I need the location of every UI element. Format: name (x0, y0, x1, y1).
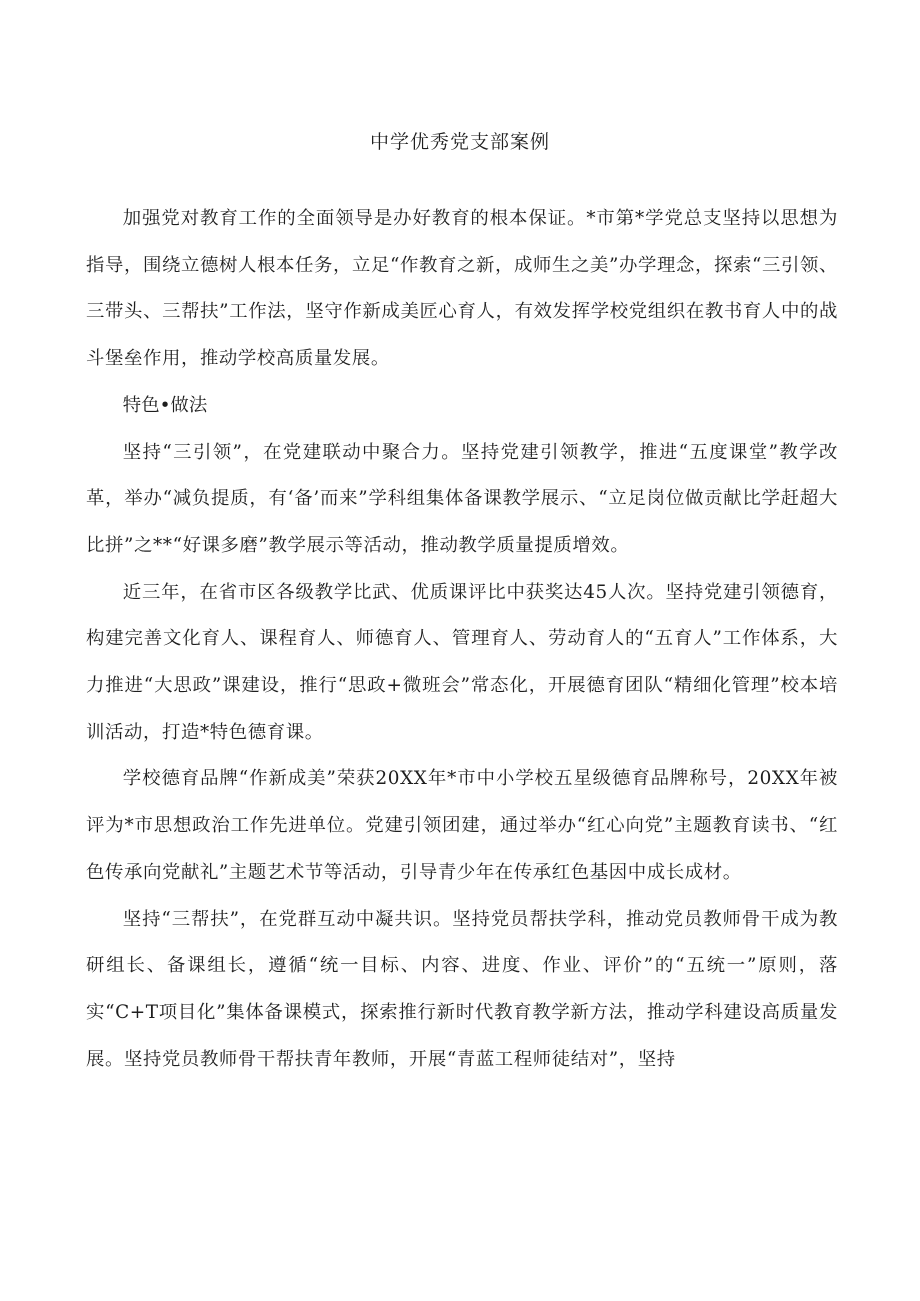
paragraph-intro: 加强党对教育工作的全面领导是办好教育的根本保证。*市第*学党总支坚持以思想为指导，围绕立德树人根本任务，立足“作教育之新，成师生之美”办学理念，探索“三引领、三带头、三帮扶”工作法，坚守作新成美匠心育人，有效发挥学校党组织在教书育人中的战斗堡垒作用，推动学校高质量发展。 (86, 208, 838, 370)
paragraph-three-leads: 坚持“三引领”，在党建联动中聚合力。坚持党建引领教学，推进“五度课堂”教学改革，举办“减负提质，有‘备’而来”学科组集体备课教学展示、“立足岗位做贡献比学赶超大比拼”之**“好课多磨”教学展示等活动，推动教学质量提质增效。 (86, 441, 838, 556)
document-title: 中学优秀党支部案例 (369, 131, 550, 153)
paragraph-three-supports: 坚持“三帮扶”，在党群互动中凝共识。坚持党员帮扶学科，推动党员教师骨干成为教研组长、备课组长，遵循“统一目标、内容、进度、作业、评价”的“五统一”原则，落实“C+T项目化”集体备课模式，探索推行新时代教育教学新方法，推动学科建设高质量发展。坚持党员教师骨干帮扶青年教师，开展“青蓝工程师徒结对”，坚持 (86, 908, 838, 1070)
paragraph-awards: 近三年，在省市区各级教学比武、优质课评比中获奖达45人次。坚持党建引领德育，构建完善文化育人、课程育人、师德育人、管理育人、劳动育人的“五育人”工作体系，大力推进“大思政”课建设，推行“思政+微班会”常态化，开展德育团队“精细化管理”校本培训活动，打造*特色德育课。 (86, 581, 838, 743)
section-heading: 特色•做法 (122, 394, 208, 416)
paragraph-brand: 学校德育品牌“作新成美”荣获20XX年*市中小学校五星级德育品牌称号，20XX年被评为*市思想政治工作先进单位。党建引领团建，通过举办“红心向党”主题教育读书、“红色传承向党献礼”主题艺术节等活动，引导青少年在传承红色基因中成长成材。 (86, 768, 838, 883)
document-body (86, 196, 838, 1083)
